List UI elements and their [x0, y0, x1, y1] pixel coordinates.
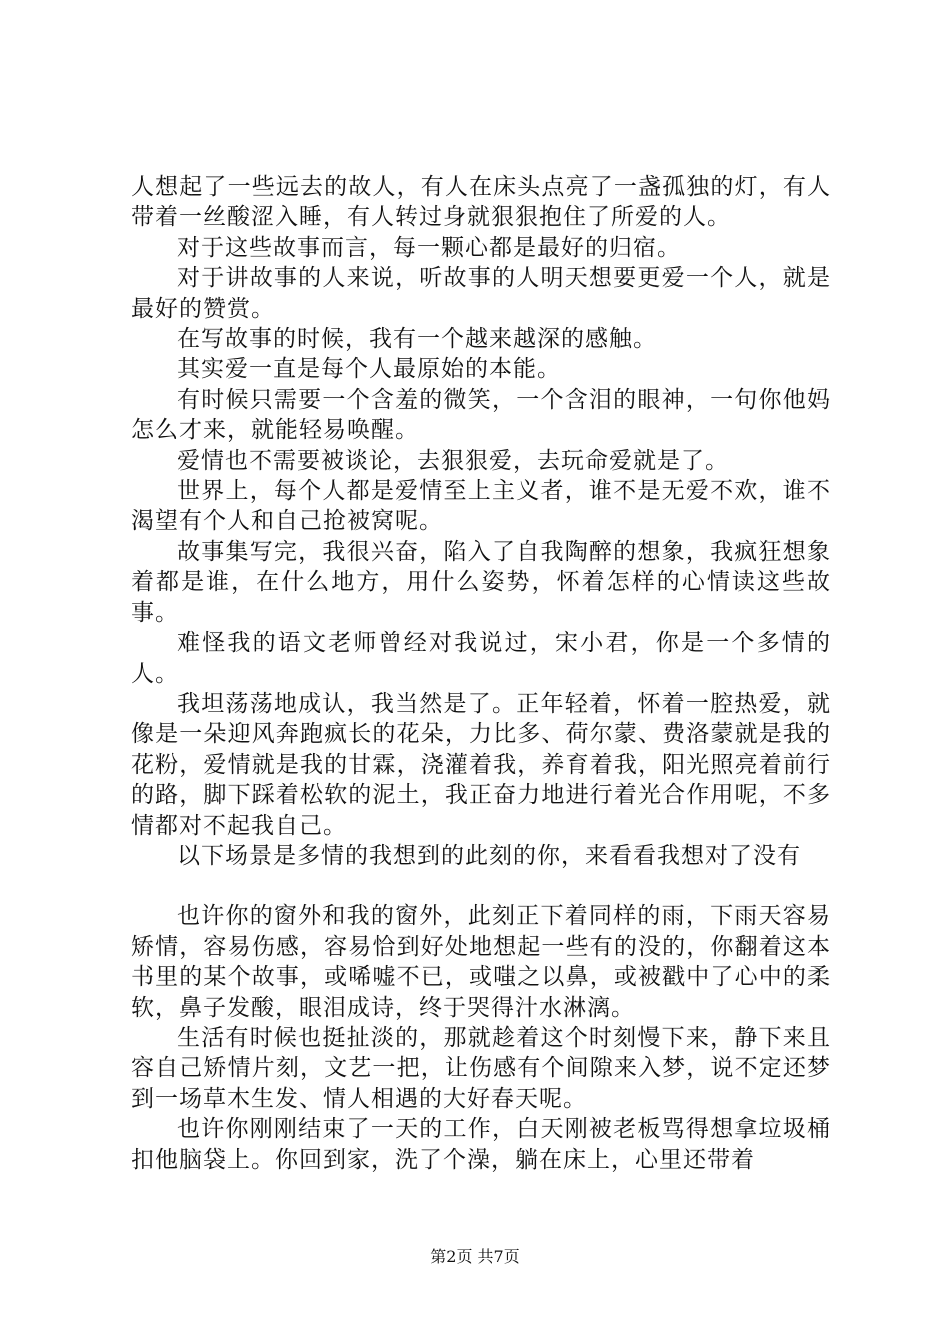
paragraph: 以下场景是多情的我想到的此刻的你，来看看我想对了没有 [177, 842, 801, 869]
paragraph: 故事集写完，我很兴奋，陷入了自我陶醉的想象，我疯狂想象着都是谁，在什么地方，用什么姿势，怀着怎样的心情读这些故事。 [131, 538, 831, 626]
page-number: 第2页 共7页 [430, 1247, 520, 1266]
paragraph: 有时候只需要一个含羞的微笑，一个含泪的眼神，一句你他妈怎么才来，就能轻易唤醒。 [131, 386, 831, 444]
body-text [131, 172, 831, 1175]
page-footer [0, 1244, 950, 1267]
paragraph: 生活有时候也挺扯淡的，那就趁着这个时刻慢下来，静下来且容自己矫情片刻，文艺一把，让伤感有个间隙来入梦，说不定还梦到一场草木生发、情人相遇的大好春天呢。 [131, 1024, 831, 1112]
paragraph: 也许你刚刚结束了一天的工作，白天刚被老板骂得想拿垃圾桶扣他脑袋上。你回到家，洗了个澡，躺在床上，心里还带着 [131, 1116, 831, 1173]
paragraph: 爱情也不需要被谈论，去狠狠爱，去玩命爱就是了。 [177, 447, 729, 474]
paragraph: 难怪我的语文老师曾经对我说过，宋小君，你是一个多情的人。 [131, 630, 831, 687]
paragraph: 我坦荡荡地成认，我当然是了。正年轻着，怀着一腔热爱，就像是一朵迎风奔跑疯长的花朵，力比多、荷尔蒙、费洛蒙就是我的花粉，爱情就是我的甘霖，浇灌着我，养育着我，阳光照亮着前行的路，脚下踩着松软的泥土，我正奋力地进行着光合作用呢，不多情都对不起我自己。 [131, 690, 831, 839]
paragraph: 人想起了一些远去的故人，有人在床头点亮了一盏孤独的灯，有人带着一丝酸涩入睡，有人转过身就狠狠抱住了所爱的人。 [131, 174, 831, 231]
paragraph: 也许你的窗外和我的窗外，此刻正下着同样的雨，下雨天容易矫情，容易伤感，容易恰到好处地想起一些有的没的，你翻着这本书里的某个故事，或唏嘘不已，或嗤之以鼻，或被戳中了心中的柔软，鼻子发酸，眼泪成诗，终于哭得汁水淋漓。 [131, 903, 831, 1021]
paragraph: 对于讲故事的人来说，听故事的人明天想要更爱一个人，就是最好的赞赏。 [131, 265, 831, 322]
paragraph: 世界上，每个人都是爱情至上主义者，谁不是无爱不欢，谁不渴望有个人和自己抢被窝呢。 [131, 478, 831, 535]
paragraph: 对于这些故事而言，每一颗心都是最好的归宿。 [177, 234, 681, 261]
paragraph: 在写故事的时候，我有一个越来越深的感触。 [177, 326, 657, 353]
paragraph-gap [131, 871, 831, 901]
paragraph: 其实爱一直是每个人最原始的本能。 [177, 356, 561, 383]
